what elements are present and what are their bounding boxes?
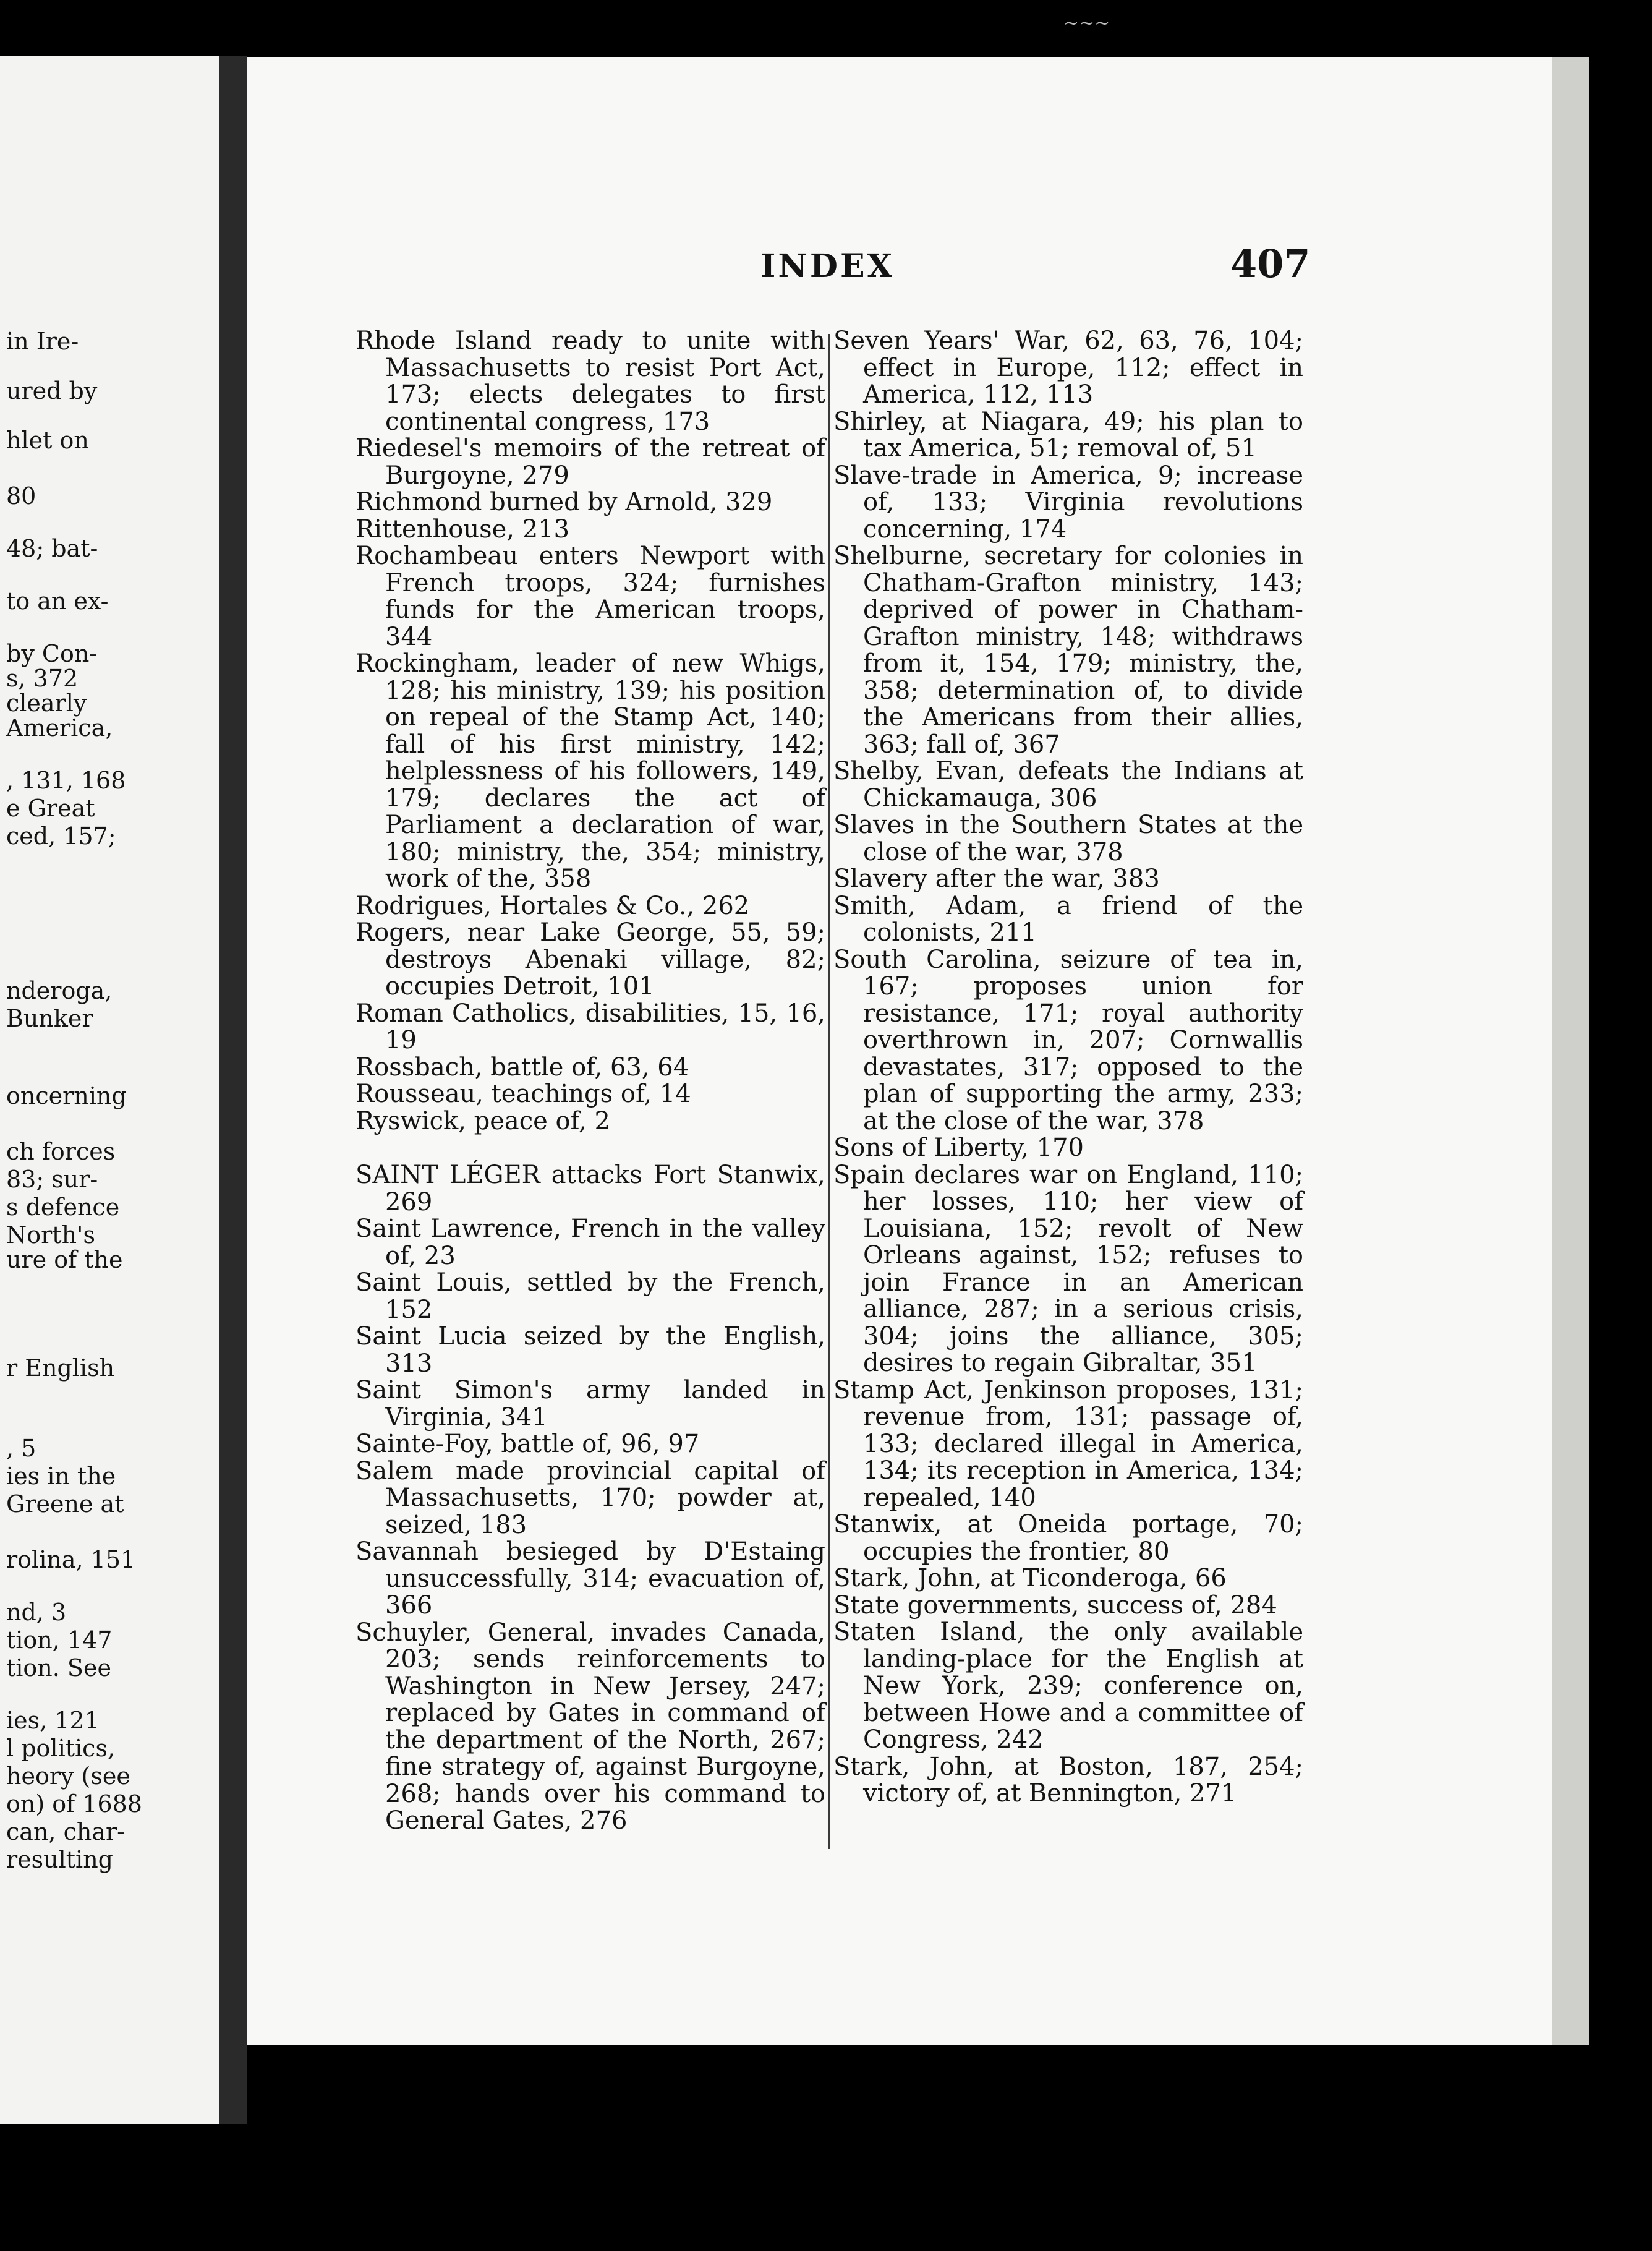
fragment: r English xyxy=(6,1354,115,1382)
fragment: can, char- xyxy=(6,1818,125,1845)
fragment: oncerning xyxy=(6,1082,127,1109)
index-entry: Salem made provincial capital of Massachusetts, 170; powder at, seized, 183 xyxy=(356,1456,825,1539)
fragment: , 5 xyxy=(6,1435,36,1462)
page-edge xyxy=(1552,57,1589,2045)
index-entry: Shelby, Evan, defeats the Indians at Chickamauga, 306 xyxy=(833,757,1303,813)
index-entry: Schuyler, General, invades Canada, 203; sends reinforcements to Washington in New Jersey, 247; replaced by Gates in command of the department of the North, 267; fine strategy of, against Burgoyne, 268; hands over his command to General Gates, 276 xyxy=(356,1618,825,1835)
index-entry: Spain declares war on England, 110; her losses, 110; her view of Louisiana, 152; revolt of New Orleans against, 152; refuses to join France in an American alliance, 287; in a serious crisis, 304; joins the alliance, 305; desires to regain Gibraltar, 351 xyxy=(833,1160,1303,1377)
index-entry: Stamp Act, Jenkinson proposes, 131; revenue from, 131; passage of, 133; declared illegal in America, 134; its reception in America, 134; repealed, 140 xyxy=(833,1375,1303,1512)
fragment: s, 372 xyxy=(6,665,79,692)
fragment: , 131, 168 xyxy=(6,767,126,794)
index-entry-letter-start: SAINT LÉGER attacks Fort Stanwix, 269 xyxy=(356,1161,825,1216)
index-entry: Shirley, at Niagara, 49; his plan to tax America, 51; removal of, 51 xyxy=(833,407,1303,463)
index-entry: Saint Lawrence, French in the valley of, 23 xyxy=(356,1215,825,1270)
fragment: l politics, xyxy=(6,1735,116,1762)
index-entry: Sainte-Foy, battle of, 96, 97 xyxy=(356,1430,700,1458)
fragment: ch forces xyxy=(6,1138,116,1165)
fragment: Bunker xyxy=(6,1005,93,1032)
index-entry: Shelburne, secretary for colonies in Chatham-Grafton ministry, 143; deprived of power in Chatham-Grafton ministry, 148; withdraws from it, 154, 179; ministry, the, 358; determination of, to divide the Americans from their allies, 363; fall of, 367 xyxy=(833,542,1303,759)
fragment: nderoga, xyxy=(6,977,113,1004)
index-entry: Rittenhouse, 213 xyxy=(356,515,570,544)
fragment: clearly xyxy=(6,690,87,717)
fragment: 83; sur- xyxy=(6,1166,98,1193)
index-entry: Saint Lucia seized by the English, 313 xyxy=(356,1322,825,1378)
fragment: hlet on xyxy=(6,427,89,454)
index-entry: Stark, John, at Ticonderoga, 66 xyxy=(833,1564,1227,1592)
index-entry: Slaves in the Southern States at the close of the war, 378 xyxy=(833,811,1303,866)
index-entry: Rousseau, teachings of, 14 xyxy=(356,1080,691,1108)
top-mark: ~~~ xyxy=(1063,12,1110,34)
fragment: to an ex- xyxy=(6,587,109,615)
fragment: e Great xyxy=(6,795,95,822)
fragment: s defence xyxy=(6,1194,120,1221)
index-entry: Rogers, near Lake George, 55, 59; destroys Abenaki village, 82; occupies Detroit, 101 xyxy=(356,918,825,1001)
index-entry: Rhode Island ready to unite with Massachusetts to resist Port Act, 173; elects delegates to first continental congress, 173 xyxy=(356,327,825,436)
index-entry: Rochambeau enters Newport with French troops, 324; furnishes funds for the American troops, 344 xyxy=(356,542,825,651)
index-entry: Richmond burned by Arnold, 329 xyxy=(356,488,773,516)
fragment: America, xyxy=(6,714,113,741)
index-entry: Rockingham, leader of new Whigs, 128; his ministry, 139; his position on repeal of the Stamp Act, 140; fall of his first ministry, 142; helplessness of his followers, 149, 179; declares the act of Parliament a declaration of war, 180; ministry, the, 354; ministry, work of the, 358 xyxy=(356,649,825,893)
fragment: Greene at xyxy=(6,1490,124,1518)
page-gutter-shadow xyxy=(219,56,247,2124)
fragment: ured by xyxy=(6,377,98,404)
index-entry: Savannah besieged by D'Estaing unsuccessfully, 314; evacuation of, 366 xyxy=(356,1537,825,1620)
index-entry: Stark, John, at Boston, 187, 254; victory of, at Bennington, 271 xyxy=(833,1752,1303,1808)
fragment: rolina, 151 xyxy=(6,1546,136,1573)
fragment: tion, 147 xyxy=(6,1626,113,1654)
index-entry: Rodrigues, Hortales & Co., 262 xyxy=(356,891,750,920)
index-entry: Riedesel's memoirs of the retreat of Burgoyne, 279 xyxy=(356,434,825,490)
fragment: 48; bat- xyxy=(6,535,98,562)
index-entry: Slave-trade in America, 9; increase of, 133; Virginia revolutions concerning, 174 xyxy=(833,461,1303,544)
running-head: INDEX xyxy=(760,247,895,285)
fragment: in Ire- xyxy=(6,328,79,355)
index-entry: Rossbach, battle of, 63, 64 xyxy=(356,1053,689,1082)
index-entry: Saint Louis, settled by the French, 152 xyxy=(356,1268,825,1324)
right-column xyxy=(833,328,1303,1808)
left-column xyxy=(356,328,825,1835)
index-entry: Smith, Adam, a friend of the colonists, 211 xyxy=(833,891,1303,947)
fragment: tion. See xyxy=(6,1654,111,1681)
previous-page xyxy=(0,56,219,2124)
index-entry: Sons of Liberty, 170 xyxy=(833,1134,1084,1162)
fragment: on) of 1688 xyxy=(6,1790,142,1817)
index-entry: Saint Simon's army landed in Virginia, 341 xyxy=(356,1376,825,1432)
fragment: resulting xyxy=(6,1846,114,1873)
fragment: 80 xyxy=(6,482,36,510)
index-entry: South Carolina, seizure of tea in, 167; proposes union for resistance, 171; royal authority overthrown in, 207; Cornwallis devastates, 317; opposed to the plan of supporting the army, 233; at the close of the war, 378 xyxy=(833,945,1303,1135)
column-rule xyxy=(828,334,830,1849)
fragment: North's xyxy=(6,1221,95,1249)
fragment: heory (see xyxy=(6,1762,130,1790)
page-number: 407 xyxy=(1230,241,1311,286)
index-entry: Stanwix, at Oneida portage, 70; occupies the frontier, 80 xyxy=(833,1510,1303,1566)
index-entry: State governments, success of, 284 xyxy=(833,1591,1277,1620)
index-entry: Slavery after the war, 383 xyxy=(833,865,1160,893)
index-entry: Staten Island, the only available landing-place for the English at New York, 239; conference on, between Howe and a committee of Congress, 242 xyxy=(833,1618,1303,1754)
index-entry: Seven Years' War, 62, 63, 76, 104; effect in Europe, 112; effect in America, 112, 113 xyxy=(833,327,1303,409)
fragment: nd, 3 xyxy=(6,1599,67,1626)
fragment: ced, 157; xyxy=(6,822,116,850)
index-entry: Ryswick, peace of, 2 xyxy=(356,1106,610,1135)
fragment: ies in the xyxy=(6,1463,116,1490)
fragment: ure of the xyxy=(6,1246,123,1273)
fragment: by Con- xyxy=(6,640,98,667)
index-entry: Roman Catholics, disabilities, 15, 16, 19 xyxy=(356,999,825,1054)
fragment: ies, 121 xyxy=(6,1707,100,1734)
